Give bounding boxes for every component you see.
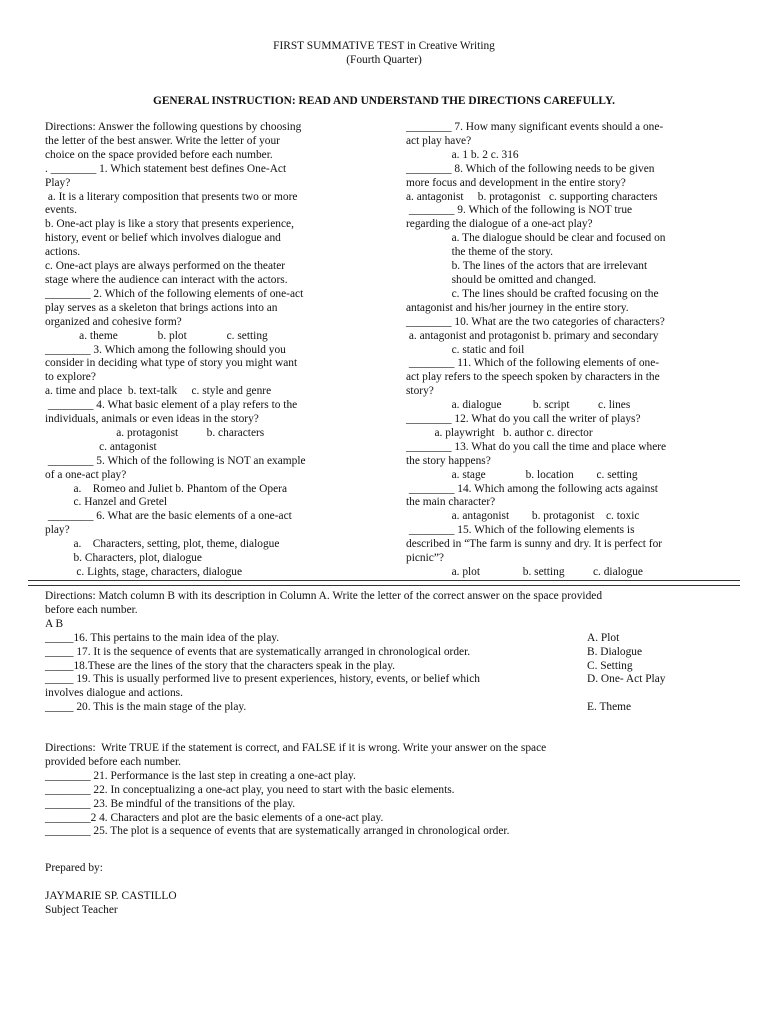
question-line: a. time and place b. text-talk c. style and genre xyxy=(45,385,272,398)
question-line: ________ 9. Which of the following is NOT true xyxy=(406,204,633,217)
part1-right-column xyxy=(406,121,726,580)
matching-section xyxy=(45,590,735,715)
question-line: a. antagonist and protagonist b. primary and secondary xyxy=(406,329,659,342)
question-line: b. One-act play is like a story that presents experience, xyxy=(45,218,294,231)
question-line: ________ 12. What do you call the writer of plays? xyxy=(406,413,641,426)
signature-block xyxy=(45,862,177,918)
question-line: ________ 3. Which among the following should you xyxy=(45,343,286,356)
matching-row xyxy=(45,646,735,660)
question-line: c. The lines should be crafted focusing on the xyxy=(406,287,659,300)
question-line: a. antagonist b. protagonist c. supporting characters xyxy=(406,190,658,203)
section-divider-bottom xyxy=(28,585,740,586)
question-line: a. stage b. location c. setting xyxy=(406,468,638,481)
question-line: ________ 8. Which of the following needs to be given xyxy=(406,162,655,175)
matching-row xyxy=(45,701,735,715)
question-line: more focus and development in the entire story? xyxy=(406,176,626,189)
question-line: act play have? xyxy=(406,134,472,147)
question-line: should be omitted and changed. xyxy=(406,273,597,286)
question-line: the main character? xyxy=(406,496,496,509)
teacher-role: Subject Teacher xyxy=(45,903,118,916)
tf-item: ________ 25. The plot is a sequence of events that are systematically arranged in chronological order. xyxy=(45,825,510,838)
question-line: ________ 10. What are the two categories of characters? xyxy=(406,315,665,328)
matching-choice: A. Plot xyxy=(587,631,620,644)
prepared-by-label: Prepared by: xyxy=(45,862,103,874)
question-line: a. 1 b. 2 c. 316 xyxy=(406,148,519,161)
question-line: c. static and foil xyxy=(406,343,525,356)
tf-directions-line: provided before each number. xyxy=(45,755,181,768)
question-line: ________ 15. Which of the following elements is xyxy=(406,524,635,537)
matching-description: _____16. This pertains to the main idea of the play. xyxy=(45,631,280,644)
question-line: regarding the dialogue of a one-act play? xyxy=(406,218,593,231)
quarter-label: (Fourth Quarter) xyxy=(346,54,422,66)
question-line: ________ 5. Which of the following is NOT an example xyxy=(45,454,306,467)
matching-directions-line: Directions: Match column B with its description in Column A. Write the letter of the correct answer on the space provided xyxy=(45,590,603,602)
question-line: of a one-act play? xyxy=(45,468,127,481)
question-line: the theme of the story. xyxy=(406,246,553,259)
question-line: . ________ 1. Which statement best defines One-Act xyxy=(45,162,287,175)
question-line: a. The dialogue should be clear and focused on xyxy=(406,232,666,245)
matching-directions-line: before each number. xyxy=(45,603,138,616)
question-line: c. One-act plays are always performed on the theater xyxy=(45,260,286,273)
matching-choice: E. Theme xyxy=(587,701,632,714)
question-line: a. protagonist b. characters xyxy=(45,426,265,439)
tf-item: ________ 23. Be mindful of the transitions of the play. xyxy=(45,797,296,810)
question-line: events. xyxy=(45,204,77,217)
question-line: story? xyxy=(406,385,434,398)
question-line: ________ 13. What do you call the time and place where xyxy=(406,440,667,453)
matching-description: _____ 17. It is the sequence of events that are systematically arranged in chronological order. xyxy=(45,645,471,658)
matching-row xyxy=(45,687,735,701)
matching-choice: C. Setting xyxy=(587,659,633,672)
question-line: actions. xyxy=(45,246,81,259)
matching-choice: B. Dialogue xyxy=(587,645,643,658)
question-line: b. The lines of the actors that are irrelevant xyxy=(406,260,648,273)
matching-rows xyxy=(45,632,735,715)
question-line: a. It is a literary composition that presents two or more xyxy=(45,190,298,203)
matching-columns-label: A B xyxy=(45,617,64,630)
question-line: picnic”? xyxy=(406,552,444,565)
matching-choice: D. One- Act Play xyxy=(587,673,666,686)
matching-description: _____ 20. This is the main stage of the play. xyxy=(45,701,247,714)
question-line: b. Characters, plot, dialogue xyxy=(45,552,202,565)
question-line: antagonist and his/her journey in the entire story. xyxy=(406,301,629,314)
tf-item: ________ 22. In conceptualizing a one-act play, you need to start with the basic elements. xyxy=(45,783,455,796)
question-line: the story happens? xyxy=(406,454,491,467)
question-line: ________ 11. Which of the following elements of one- xyxy=(406,357,660,370)
tf-items xyxy=(45,770,735,840)
question-line: a. antagonist b. protagonist c. toxic xyxy=(406,510,640,523)
question-line: Directions: Answer the following questions by choosing xyxy=(45,121,302,133)
question-line: a. dialogue b. script c. lines xyxy=(406,399,631,412)
question-line: a. plot b. setting c. dialogue xyxy=(406,566,643,578)
question-line: Play? xyxy=(45,176,71,189)
question-line: a. Characters, setting, plot, theme, dialogue xyxy=(45,538,280,551)
teacher-name: JAYMARIE SP. CASTILLO xyxy=(45,889,177,902)
matching-row xyxy=(45,632,735,646)
matching-description: _____ 19. This is usually performed live to present experiences, history, events, or belief which xyxy=(45,673,480,686)
question-line: individuals, animals or even ideas in the story? xyxy=(45,413,259,426)
question-line: a. playwright b. author c. director xyxy=(406,426,593,439)
question-line: the letter of the best answer. Write the letter of your xyxy=(45,134,280,147)
question-line: ________ 14. Which among the following acts against xyxy=(406,482,658,495)
question-line: history, event or belief which involves dialogue and xyxy=(45,232,281,245)
question-line: ________ 7. How many significant events should a one- xyxy=(406,121,664,133)
question-line: a. theme b. plot c. setting xyxy=(45,329,268,342)
question-line: play? xyxy=(45,524,70,537)
question-line: ________ 6. What are the basic elements of a one-act xyxy=(45,510,292,523)
question-line: act play refers to the speech spoken by characters in the xyxy=(406,371,660,384)
question-line: ________ 2. Which of the following elements of one-act xyxy=(45,287,304,300)
matching-description: involves dialogue and actions. xyxy=(45,687,183,700)
tf-item: ________ 21. Performance is the last step in creating a one-act play. xyxy=(45,769,356,782)
tf-item: ________2 4. Characters and plot are the basic elements of a one-act play. xyxy=(45,811,384,824)
question-line: organized and cohesive form? xyxy=(45,315,182,328)
true-false-section xyxy=(45,742,735,839)
question-line: choice on the space provided before each number. xyxy=(45,148,273,161)
question-line: c. Lights, stage, characters, dialogue xyxy=(45,566,243,578)
matching-row xyxy=(45,660,735,674)
tf-directions-line: Directions: Write TRUE if the statement is correct, and FALSE if it is wrong. Write your answer on the space xyxy=(45,742,547,754)
question-line: ________ 4. What basic element of a play refers to the xyxy=(45,399,298,412)
question-line: c. Hanzel and Gretel xyxy=(45,496,168,509)
matching-row xyxy=(45,673,735,687)
question-line: consider in deciding what type of story you might want xyxy=(45,357,298,370)
question-line: described in “The farm is sunny and dry. It is perfect for xyxy=(406,538,663,551)
question-line: stage where the audience can interact with the actors. xyxy=(45,273,288,286)
matching-description: _____18.These are the lines of the story that the characters speak in the play. xyxy=(45,659,396,672)
question-line: to explore? xyxy=(45,371,96,384)
section-divider-top xyxy=(28,580,740,581)
question-line: c. antagonist xyxy=(45,440,157,453)
part1-left-column xyxy=(45,121,363,580)
question-line: play serves as a skeleton that brings actions into an xyxy=(45,301,278,314)
question-line: a. Romeo and Juliet b. Phantom of the Opera xyxy=(45,482,288,495)
test-title: FIRST SUMMATIVE TEST in Creative Writing xyxy=(273,40,495,52)
general-instruction: GENERAL INSTRUCTION: READ AND UNDERSTAND THE DIRECTIONS CAREFULLY. xyxy=(152,95,616,107)
